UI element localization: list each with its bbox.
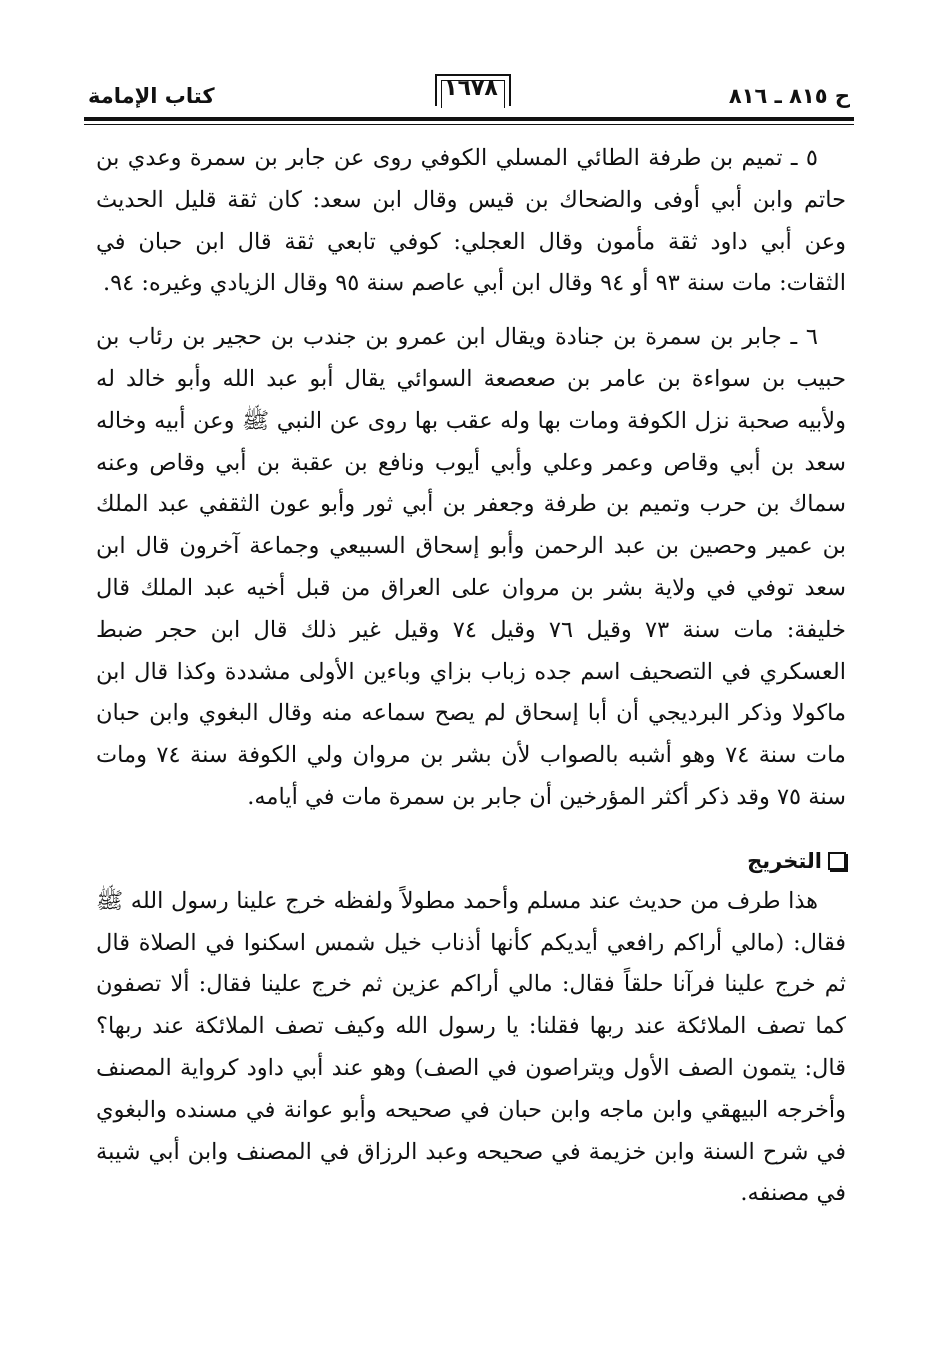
header-rule-thin xyxy=(84,124,854,125)
page-body xyxy=(96,138,846,1215)
takhrij-heading-label: التخريج xyxy=(747,848,822,873)
narrator-entry-6: ٦ ـ جابر بن سمرة بن جنادة ويقال ابن عمرو بن جندب بن حجير بن رئاب بن حبيب بن سواءة بن عامر بن صعصعة السوائي يقال أبو عبد الله وأبو خالد له ولأبيه صحبة نزل الكوفة ومات بها وله عقب بها روى عن النبي ﷺ وعن أبيه وخاله سعد بن أبي وقاص وعمر وعلي وأبي أيوب ونافع بن عقبة بن أبي وقاص وعنه سماك بن حرب وتميم بن طرفة وجعفر بن أبي ثور وأبو عون الثقفي عبد الملك بن عمير وحصين بن عبد الرحمن وأبو إسحاق السبيعي وجماعة آخرون قال ابن سعد توفي في ولاية بشر بن مروان على العراق من قبل أخيه عبد الملك قال خليفة: مات سنة ٧٣ وقيل ٧٦ وقيل ٧٤ وقيل غير ذلك قال ابن حجر ضبط العسكري في التصحيف اسم جده زباب بزاي وباءين الأولى مشددة وكذا قال ابن ماكولا وذكر البرديجي أن أبا إسحاق لم يصح سماعه منه وقال البغوي وابن حبان مات سنة ٧٤ وهو أشبه بالصواب لأن بشر بن مروان ولي الكوفة سنة ٧٤ ومات سنة ٧٥ وقد ذكر أكثر المؤرخين أن جابر بن سمرة مات في أيامه. xyxy=(96,324,846,810)
page-number: ١٦٧٨ xyxy=(444,76,498,101)
page-header xyxy=(84,72,854,116)
narrator-entry-5: ٥ ـ تميم بن طرفة الطائي المسلي الكوفي روى عن جابر بن سمرة وعدي بن حاتم وابن أبي أوفى والضحاك بن قيس وقال ابن سعد: كان ثقة قليل الحديث وعن أبي داود ثقة مأمون وقال العجلي: كوفي تابعي ثقة قال ابن حبان في الثقات: مات سنة ٩٣ أو ٩٤ وقال ابن أبي عاصم سنة ٩٥ وقال الزيادي وغيره: ٩٤. xyxy=(96,145,846,297)
page-number-frame xyxy=(429,72,513,112)
takhrij-heading xyxy=(96,843,846,879)
takhrij-paragraph: هذا طرف من حديث عند مسلم وأحمد مطولاً ولفظه خرج علينا رسول الله ﷺ فقال: (مالي أراكم رافعي أيديكم كأنها أذناب خيل شمس اسكنوا في الصلاة قال ثم خرج علينا فرآنا حلقاً فقال: مالي أراكم عزين ثم خرج علينا فقال: ألا تصفون كما تصف الملائكة عند ربها فقلنا: يا رسول الله وكيف تصف الملائكة عند ربها؟ قال: يتمون الصف الأول ويتراصون في الصف) وهو عند أبي داود كرواية المصنف وأخرجه البيهقي وابن ماجه وابن حبان في صحيحه وأبو عوانة في مسنده والبغوي في شرح السنة وابن خزيمة في صحيحه وعبد الرزاق في المصنف وابن أبي شيبة في مصنفه. xyxy=(96,887,846,1207)
header-rule-thick xyxy=(84,117,854,121)
square-bullet-icon xyxy=(828,852,846,870)
book-title: كتاب الإمامة xyxy=(88,84,215,108)
hadith-range: ح ٨١٥ ـ ٨١٦ xyxy=(728,84,850,108)
